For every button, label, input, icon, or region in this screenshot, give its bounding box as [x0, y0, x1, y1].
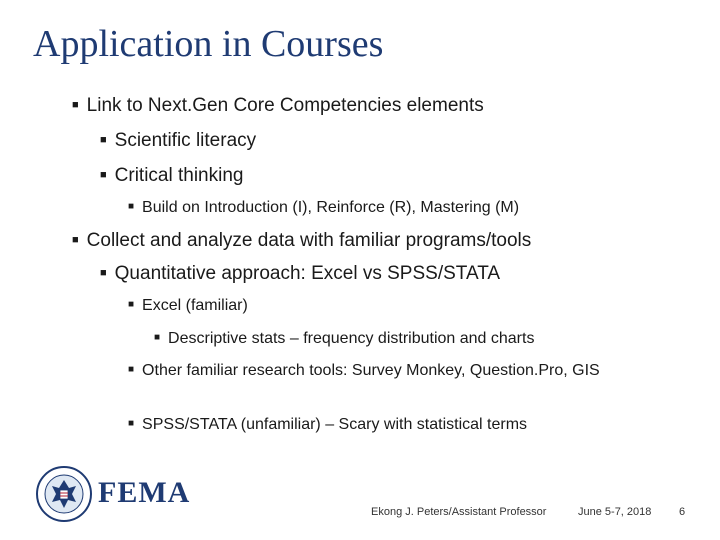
bullet-text: Critical thinking — [114, 165, 244, 186]
bullet-item — [100, 131, 256, 152]
bullet-text: SPSS/STATA (unfamiliar) – Scary with statistical terms — [142, 416, 528, 433]
page-number: 6 — [679, 506, 686, 518]
square-bullet-icon: ■ — [100, 267, 107, 279]
footer-author: Ekong J. Peters/Assistant Professor — [371, 506, 547, 518]
bullet-text: Build on Introduction (I), Reinforce (R), Mastering (M) — [142, 199, 520, 216]
bullet-text: Other familiar research tools: Survey Monkey, Question.Pro, GIS — [142, 362, 600, 379]
bullet-text: Descriptive stats – frequency distribution and charts — [168, 330, 535, 347]
square-bullet-icon: ■ — [72, 234, 79, 246]
square-bullet-icon: ■ — [154, 332, 161, 343]
dhs-seal-icon — [36, 466, 92, 522]
square-bullet-icon: ■ — [128, 201, 135, 212]
bullet-item — [72, 96, 484, 117]
bullet-item — [128, 297, 248, 315]
square-bullet-icon: ■ — [128, 418, 135, 429]
fema-logo: FEMA — [98, 476, 191, 509]
bullet-item — [128, 199, 519, 217]
bullet-item — [128, 362, 688, 380]
square-bullet-icon: ■ — [100, 169, 107, 181]
bullet-text: Scientific literacy — [114, 130, 257, 151]
bullet-text: Link to Next.Gen Core Competencies elements — [86, 95, 484, 116]
square-bullet-icon: ■ — [72, 99, 79, 111]
bullet-item — [100, 264, 500, 285]
bullet-text: Collect and analyze data with familiar programs/tools — [86, 230, 532, 251]
bullet-item — [72, 231, 531, 252]
bullet-item — [154, 330, 534, 348]
bullet-text: Quantitative approach: Excel vs SPSS/STATA — [114, 263, 501, 284]
footer-date: June 5-7, 2018 — [578, 506, 652, 518]
bullet-item — [128, 416, 527, 434]
bullet-item — [100, 166, 243, 187]
slide-title: Application in Courses — [33, 23, 384, 65]
square-bullet-icon: ■ — [128, 364, 135, 375]
bullet-text: Excel (familiar) — [142, 297, 248, 314]
square-bullet-icon: ■ — [128, 299, 135, 310]
square-bullet-icon: ■ — [100, 134, 107, 146]
